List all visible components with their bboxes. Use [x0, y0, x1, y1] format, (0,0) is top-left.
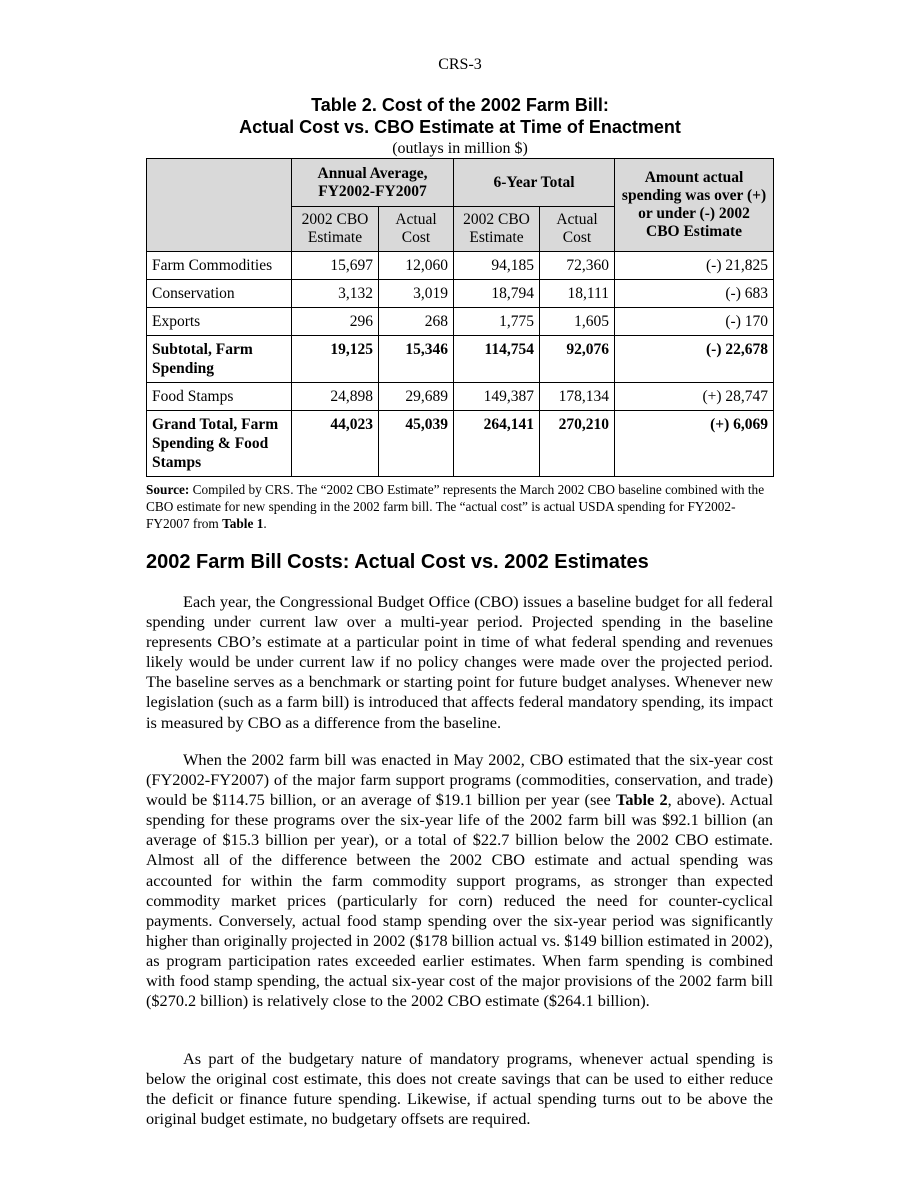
cell-value: 3,019: [379, 280, 454, 308]
cell-difference: (-) 170: [615, 308, 774, 336]
cell-value: 178,134: [540, 383, 615, 411]
cell-value: 1,605: [540, 308, 615, 336]
row-label: Conservation: [147, 280, 292, 308]
cell-value: 18,111: [540, 280, 615, 308]
table-row: [147, 383, 774, 411]
table-title-line2: Actual Cost vs. CBO Estimate at Time of Enactment: [239, 117, 681, 137]
paragraph-text: When the 2002 farm bill was enacted in May 2002, CBO estimated that the six-year cost (FY2002-FY2007) of the major farm support programs (commodities, conservation, and trade) would be $114.75 billion, or an average of $19.1 billion per year (see: [146, 750, 773, 810]
paragraph-cost-comparison: [146, 750, 773, 1011]
cell-difference: (+) 28,747: [615, 383, 774, 411]
cell-value: 15,346: [379, 336, 454, 383]
paragraph-baseline: Each year, the Congressional Budget Office (CBO) issues a baseline budget for all federal spending under current law over a multi-year period. Projected spending in the baseline represents CBO’s estimate at a particular point in time of what federal spending and revenues likely would be under current law if no policy changes were made over the projected period. The baseline serves as a benchmark or starting point for future budget analyses. Whenever new legislation (such as a farm bill) is introduced that affects federal mandatory spending, its impact is measured by CBO as a difference from the baseline.: [146, 592, 773, 732]
row-label: Subtotal, Farm Spending: [147, 336, 292, 383]
source-table-ref: Table 1: [222, 516, 264, 531]
cell-value: 92,076: [540, 336, 615, 383]
source-text-end: .: [263, 516, 267, 531]
row-label: Farm Commodities: [147, 252, 292, 280]
header-six-year-total: 6-Year Total: [454, 159, 615, 207]
cell-value: 44,023: [292, 411, 379, 477]
subheader-actual-cost: Actual Cost: [379, 207, 454, 252]
cell-value: 3,132: [292, 280, 379, 308]
cell-value: 29,689: [379, 383, 454, 411]
header-difference: Amount actual spending was over (+) or under (-) 2002 CBO Estimate: [615, 159, 774, 252]
table-row-subtotal: [147, 336, 774, 383]
table-row: [147, 280, 774, 308]
table-title-line1: Table 2. Cost of the 2002 Farm Bill:: [311, 95, 609, 115]
cell-difference: (-) 683: [615, 280, 774, 308]
cell-value: 18,794: [454, 280, 540, 308]
cell-value: 24,898: [292, 383, 379, 411]
row-label: Exports: [147, 308, 292, 336]
cell-value: 296: [292, 308, 379, 336]
cell-value: 15,697: [292, 252, 379, 280]
cell-value: 270,210: [540, 411, 615, 477]
cell-difference: (+) 6,069: [615, 411, 774, 477]
table-title: [0, 94, 920, 138]
subheader-actual-cost: Actual Cost: [540, 207, 615, 252]
subheader-cbo-estimate: 2002 CBO Estimate: [292, 207, 379, 252]
source-text: Compiled by CRS. The “2002 CBO Estimate” represents the March 2002 CBO baseline combined with the CBO estimate for new spending in the 2002 farm bill. The “actual cost” is actual USDA spending for FY2002-FY2007 from: [146, 482, 765, 531]
cell-value: 149,387: [454, 383, 540, 411]
cell-value: 264,141: [454, 411, 540, 477]
subheader-cbo-estimate: 2002 CBO Estimate: [454, 207, 540, 252]
section-heading: 2002 Farm Bill Costs: Actual Cost vs. 2002 Estimates: [146, 551, 649, 573]
header-blank: [147, 159, 292, 252]
cell-value: 94,185: [454, 252, 540, 280]
table-source-note: [146, 481, 776, 532]
cell-value: 1,775: [454, 308, 540, 336]
table-reference: Table 2: [615, 790, 668, 810]
table-row-grand-total: [147, 411, 774, 477]
cell-value: 45,039: [379, 411, 454, 477]
table-row: [147, 308, 774, 336]
row-label: Food Stamps: [147, 383, 292, 411]
cell-value: 114,754: [454, 336, 540, 383]
cell-value: 268: [379, 308, 454, 336]
paragraph-budgetary-offsets: As part of the budgetary nature of mandatory programs, whenever actual spending is below the original cost estimate, this does not create savings that can be used to either reduce the deficit or finance future spending. Likewise, if actual spending turns out to be above the original budget estimate, no budgetary offsets are required.: [146, 1049, 773, 1129]
cell-value: 12,060: [379, 252, 454, 280]
cell-difference: (-) 22,678: [615, 336, 774, 383]
header-annual-average: Annual Average, FY2002-FY2007: [292, 159, 454, 207]
cell-difference: (-) 21,825: [615, 252, 774, 280]
table-row: [147, 252, 774, 280]
source-label: Source:: [146, 482, 190, 497]
cost-table: [146, 158, 774, 477]
table-subtitle: (outlays in million $): [392, 140, 528, 157]
row-label: Grand Total, Farm Spending & Food Stamps: [147, 411, 292, 477]
cell-value: 19,125: [292, 336, 379, 383]
paragraph-text: , above). Actual spending for these programs over the six-year life of the 2002 farm bill was $92.1 billion (an average of $15.3 billion per year), or a total of $22.7 billion below the 2002 CBO estimate. Almost all of the difference between the 2002 CBO estimate and actual spending was accounted for within the farm commodity support programs, as stronger than expected commodity market prices (particularly for corn) reduced the need for counter-cyclical payments. Conversely, actual food stamp spending over the six-year period was significantly higher than originally projected in 2002 ($178 billion actual vs. $149 billion estimated in 2002), as program participation rates exceeded earlier estimates. When farm spending is combined with food stamp spending, the actual six-year cost of the major provisions of the 2002 farm bill ($270.2 billion) is relatively close to the 2002 CBO estimate ($264.1 billion).: [146, 790, 773, 1011]
page-number: CRS-3: [438, 56, 482, 73]
cell-value: 72,360: [540, 252, 615, 280]
